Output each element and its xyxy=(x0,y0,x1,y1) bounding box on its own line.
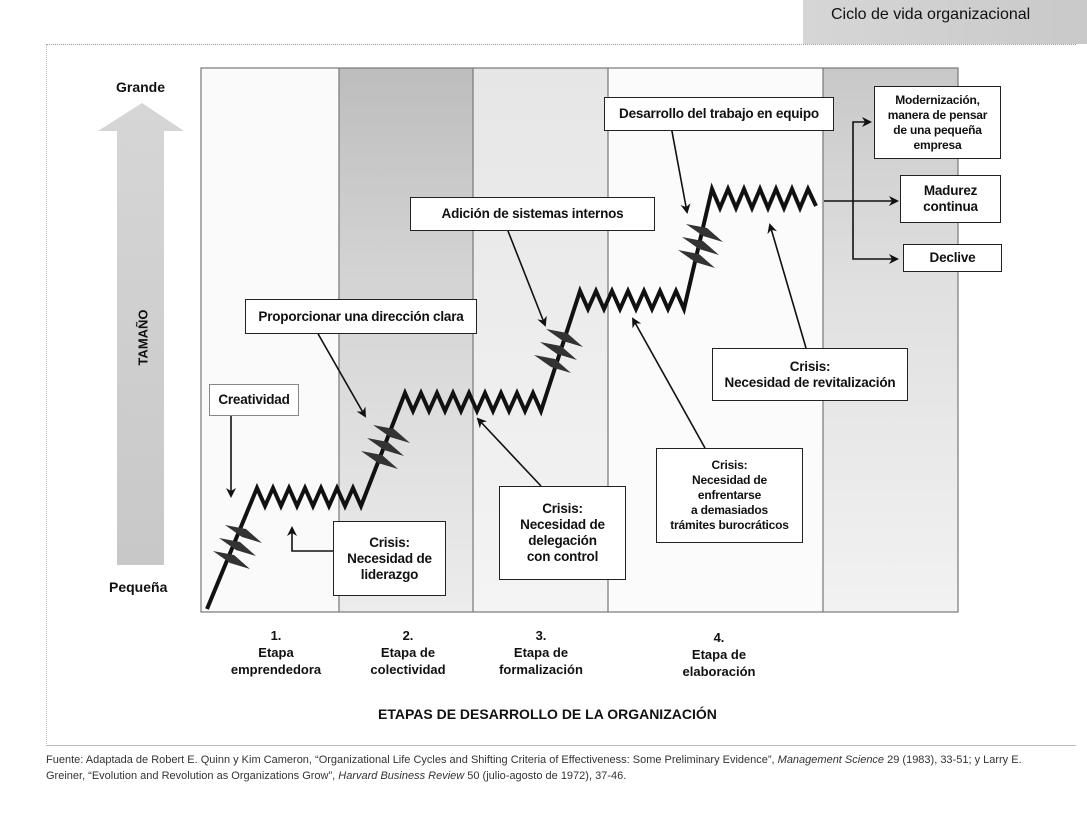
callout-crisis-liderazgo: Crisis: Necesidad de liderazgo xyxy=(333,521,446,596)
section-title: Ciclo de vida organizacional xyxy=(831,6,1031,23)
y-axis-top-label: Grande xyxy=(116,79,166,95)
stage-label-1: 1. Etapa emprendedora xyxy=(230,628,322,677)
outcome-madurez: Madurez continua xyxy=(900,175,1001,223)
callout-equipo: Desarrollo del trabajo en equipo xyxy=(604,97,834,131)
callout-crisis-delegacion: Crisis: Necesidad de delegación con control xyxy=(499,486,626,580)
band-stage-1 xyxy=(201,68,339,612)
callout-crisis-revitalizacion: Crisis: Necesidad de revitalización xyxy=(712,348,908,401)
stage-label-2: 2. Etapa de colectividad xyxy=(370,628,446,677)
callout-creatividad: Creatividad xyxy=(209,384,299,416)
callout-direccion: Proporcionar una dirección clara xyxy=(245,299,477,334)
y-axis-bottom-label: Pequeña xyxy=(109,579,168,595)
source-note: Fuente: Adaptada de Robert E. Quinn y Kim Cameron, “Organizational Life Cycles and Shifting Criteria of Effectiveness: Some Preliminary Evidence”, Management Science 29 (1983), 33-51; y Larry E. Greiner, “Evolution and Revolution as Organizations Grow”, Harvard Business Review 50 (julio-agosto de 1972), 37-46. xyxy=(46,754,1022,782)
x-axis-title: ETAPAS DE DESARROLLO DE LA ORGANIZACIÓN xyxy=(378,706,717,722)
callout-crisis-burocracia: Crisis: Necesidad de enfrentarse a demasiados trámites burocráticos xyxy=(656,448,803,543)
outcome-declive: Declive xyxy=(903,244,1002,272)
callout-sistemas: Adición de sistemas internos xyxy=(410,197,655,231)
stage-label-3: 3. Etapa de formalización xyxy=(499,628,583,677)
y-axis-title: TAMAÑO xyxy=(135,309,151,366)
stage-label-4: 4. Etapa de elaboración xyxy=(682,630,756,679)
outcome-modernizacion: Modernización, manera de pensar de una pequeña empresa xyxy=(874,86,1001,159)
